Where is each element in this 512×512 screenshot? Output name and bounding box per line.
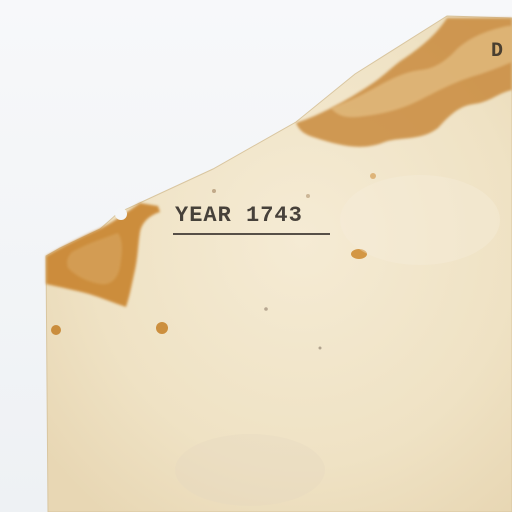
heading-underline bbox=[173, 233, 330, 235]
stain-spot bbox=[264, 307, 268, 311]
stain-spot bbox=[306, 194, 310, 198]
paper-discoloration bbox=[175, 434, 325, 506]
corner-notch bbox=[115, 208, 127, 220]
corner-text-fragment: D bbox=[491, 40, 505, 63]
stain-spot bbox=[212, 189, 216, 193]
stain-spot bbox=[156, 322, 168, 334]
paper-discoloration bbox=[340, 175, 500, 265]
document-heading: YEAR 1743 bbox=[175, 203, 303, 228]
stain-spot bbox=[370, 173, 376, 179]
stain-spot bbox=[319, 347, 322, 350]
stain-spot bbox=[51, 325, 61, 335]
